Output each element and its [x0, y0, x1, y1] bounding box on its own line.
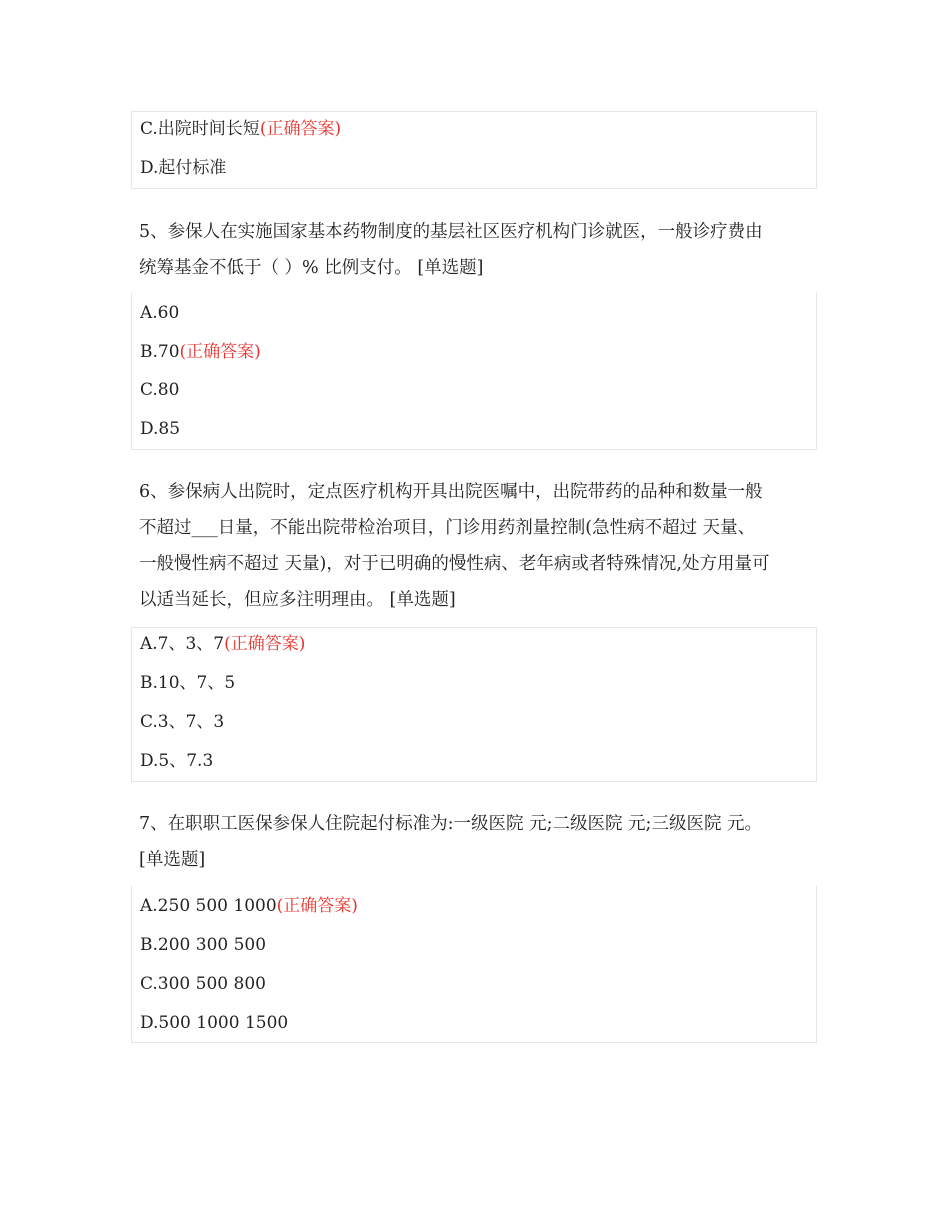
option-label: D.5、7.3: [140, 751, 214, 771]
option-d: [140, 417, 180, 441]
option-a: [140, 632, 305, 656]
question-5: [139, 214, 819, 286]
option-b: [140, 340, 261, 364]
question-6: [139, 474, 819, 618]
option-label: A.60: [140, 303, 180, 323]
option-c: [140, 117, 341, 141]
option-label: B.70: [140, 342, 180, 362]
correct-answer-marker: (正确答案): [224, 634, 306, 654]
option-d: [140, 156, 226, 180]
option-label: A.250 500 1000: [140, 896, 277, 916]
correct-answer-marker: (正确答案): [259, 119, 342, 139]
q5-options-box: [131, 292, 817, 450]
option-label: C.3、7、3: [140, 712, 225, 732]
correct-answer-marker: (正确答案): [179, 342, 261, 362]
option-d: [140, 1011, 288, 1035]
question-7: [139, 806, 819, 878]
option-label: C.300 500 800: [140, 974, 266, 994]
option-label: C.出院时间长短: [140, 119, 260, 139]
question-line: 5、参保人在实施国家基本药物制度的基层社区医疗机构门诊就医，一般诊疗费由: [139, 222, 763, 242]
question-line: 以适当延长，但应多注明理由。 [单选题]: [139, 590, 456, 610]
option-c: [140, 378, 179, 402]
option-b: [140, 933, 266, 957]
question-line: [单选题]: [139, 850, 206, 870]
question-line: 6、参保病人出院时，定点医疗机构开具出院医嘱中，出院带药的品种和数量一般: [139, 482, 763, 502]
option-c: [140, 972, 266, 996]
q4-options-box: [131, 111, 817, 189]
option-b: [140, 671, 235, 695]
question-line: 不超过___日量，不能出院带检治项目，门诊用药剂量控制(急性病不超过 天量、: [139, 518, 756, 538]
option-label: D.500 1000 1500: [140, 1013, 289, 1033]
option-c: [140, 710, 224, 734]
question-line: 一般慢性病不超过 天量)，对于已明确的慢性病、老年病或者特殊情况,处方用量可: [139, 554, 770, 574]
option-label: C.80: [140, 380, 180, 400]
option-label: B.200 300 500: [140, 935, 267, 955]
question-line: 统筹基金不低于（ ）% 比例支付。 [单选题]: [139, 258, 484, 278]
option-a: [140, 301, 179, 325]
option-label: D.85: [140, 419, 181, 439]
option-d: [140, 749, 213, 773]
option-label: B.10、7、5: [140, 673, 236, 693]
option-label: D.起付标准: [140, 158, 227, 178]
correct-answer-marker: (正确答案): [276, 896, 358, 916]
question-line: 7、在职职工医保参保人住院起付标准为:一级医院 元;二级医院 元;三级医院 元。: [139, 814, 763, 834]
q7-options-box: [131, 885, 817, 1043]
option-a: [140, 894, 358, 918]
q6-options-box: [131, 627, 817, 782]
option-label: A.7、3、7: [140, 634, 225, 654]
